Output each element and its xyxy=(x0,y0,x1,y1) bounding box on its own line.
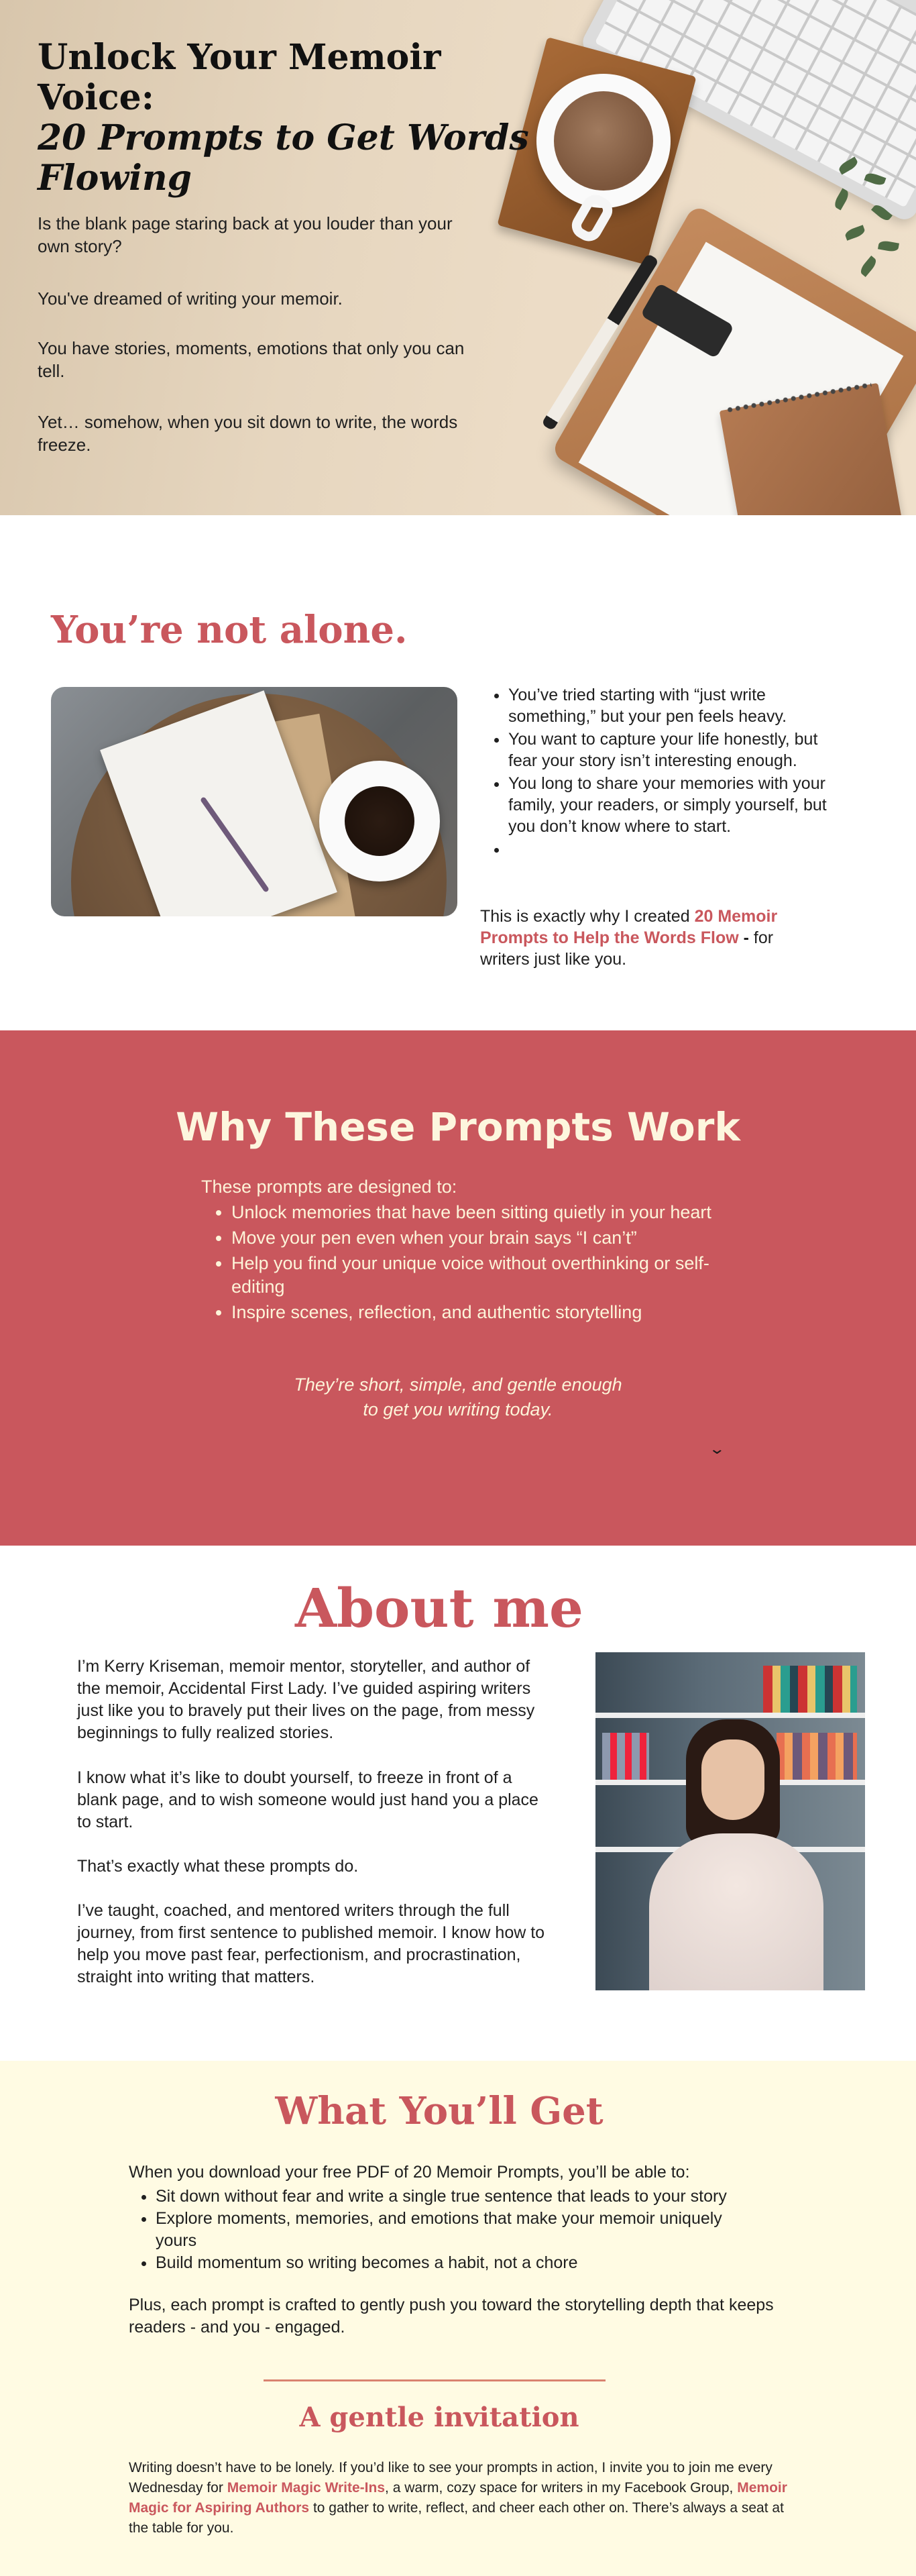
what-you-get-intro: When you download your free PDF of 20 Memoir Prompts, you’ll be able to: xyxy=(129,2163,690,2182)
cta-prefix: This is exactly why I created xyxy=(480,907,695,926)
why-quote-line: to get you writing today. xyxy=(363,1399,553,1419)
hero-title-line-3: Flowing xyxy=(38,158,192,199)
about-paragraph: I’ve taught, coached, and mentored writers through the full journey, from first sentence to published memoir. I know how to help you move past fear, perfectionism, and procrastination, straight into writing that matters. xyxy=(77,1901,545,1986)
hero-title xyxy=(38,38,547,199)
cta-product-name: 20 Memoir Prompts to Help the Words Flow xyxy=(480,907,778,947)
cta-dash: - xyxy=(738,928,754,947)
why-title: Why These Prompts Work xyxy=(176,1104,740,1150)
invite-text: Writing doesn’t have to be lonely. If you’d like to see your prompts in action, I invite you to join me every Wednesday for xyxy=(129,2460,772,2496)
divider xyxy=(264,2379,606,2381)
write-ins-link[interactable]: Memoir Magic Write-Ins xyxy=(227,2480,386,2496)
why-intro: These prompts are designed to: xyxy=(201,1177,457,1197)
not-alone-title: You’re not alone. xyxy=(51,608,408,652)
notebook-image xyxy=(720,383,904,515)
cta-suffix: for writers just like you. xyxy=(480,928,774,969)
what-you-get-plus: Plus, each prompt is crafted to gently push you toward the storytelling depth that keeps readers - and you - engaged. xyxy=(129,2296,774,2337)
hero-title-line-1: Unlock Your Memoir Voice: xyxy=(38,37,441,118)
not-alone-cta xyxy=(480,906,815,970)
why-quote xyxy=(0,1373,916,1422)
list-item: • Move your pen even when your brain says “I can’t” xyxy=(231,1226,741,1250)
chevron-down-icon[interactable]: ⌄ xyxy=(708,1441,726,1458)
list-item: • Explore moments, memories, and emotions that make your memoir uniquely yours xyxy=(156,2208,759,2252)
list-item: • Help you find your unique voice without overthinking or self-editing xyxy=(231,1252,741,1299)
hero-paragraph: You've dreamed of writing your memoir. xyxy=(38,288,343,309)
list-item: • Build momentum so writing becomes a habit, not a chore xyxy=(156,2252,759,2274)
list-item: • You’ve tried starting with “just write something,” but your pen feels heavy. xyxy=(508,684,832,727)
invitation-title: A gentle invitation xyxy=(299,2402,579,2433)
hero-section xyxy=(0,0,916,515)
invitation-text xyxy=(129,2458,799,2538)
what-you-get-section xyxy=(0,2061,916,2576)
hero-title-line-2: 20 Prompts to Get Words xyxy=(38,117,529,158)
list-item: • Unlock memories that have been sitting quietly in your heart xyxy=(231,1201,741,1224)
invite-text: , a warm, cozy space for writers in my Facebook Group, xyxy=(385,2480,738,2496)
plant-leaves-image xyxy=(811,154,916,282)
why-quote-line: They’re short, simple, and gentle enough xyxy=(294,1375,622,1395)
why-section xyxy=(0,1030,916,1546)
coffee-cup-image xyxy=(536,74,671,208)
what-you-get-title: What You’ll Get xyxy=(275,2089,604,2133)
about-paragraph: I know what it’s like to doubt yourself, to freeze in front of a blank page, and to wish someone would just hand you a place to start. xyxy=(77,1768,538,1831)
list-item xyxy=(508,839,832,860)
list-item: • Sit down without fear and write a single true sentence that leads to your story xyxy=(156,2186,759,2208)
author-photo xyxy=(595,1652,865,1990)
notebook-coffee-photo xyxy=(51,687,457,916)
list-item: • You long to share your memories with your family, your readers, or simply yourself, but you don’t know where to start. xyxy=(508,773,832,837)
invite-text: to gather to write, reflect, and cheer each other on. There’s always a seat at the table for you. xyxy=(129,2500,784,2536)
facebook-group-link[interactable]: Memoir Magic for Aspiring Authors xyxy=(129,2480,787,2516)
hero-paragraph: Is the blank page staring back at you louder than your own story? xyxy=(38,213,453,256)
about-paragraph: I’m Kerry Kriseman, memoir mentor, storyteller, and author of the memoir, Accidental First Lady. I’ve guided aspiring writers just like you to bravely put their lives on the page, from messy beginnings to fully realized stories. xyxy=(77,1657,535,1742)
what-you-get-list xyxy=(156,2186,759,2274)
list-item: • Inspire scenes, reflection, and authentic storytelling xyxy=(231,1301,741,1324)
hero-paragraph: You have stories, moments, emotions that only you can tell. xyxy=(38,338,465,381)
about-title: About me xyxy=(295,1576,583,1640)
hero-paragraph: Yet… somehow, when you sit down to write, the words freeze. xyxy=(38,412,458,455)
not-alone-list xyxy=(496,684,832,861)
list-item: • You want to capture your life honestly, but fear your story isn’t interesting enough. xyxy=(508,729,832,771)
why-list xyxy=(231,1201,741,1326)
about-paragraph: That’s exactly what these prompts do. xyxy=(77,1857,359,1876)
